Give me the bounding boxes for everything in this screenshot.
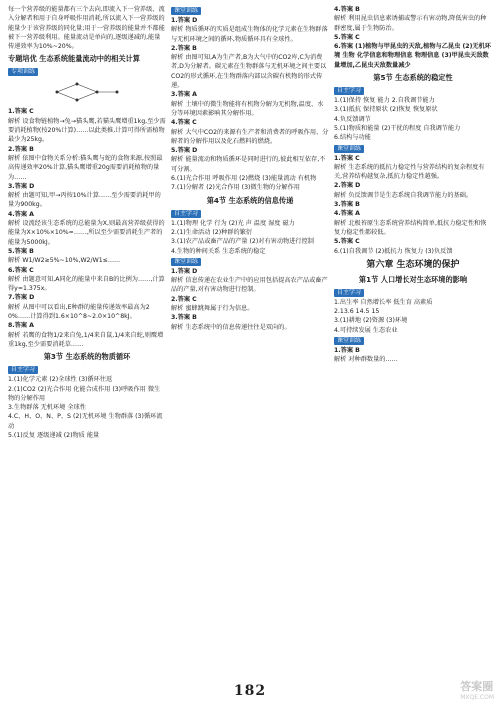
intro-paragraph: 每一个营养级的能量都有三个去向,即流入下一营养级、流入分解者和用于自身呼吸作用消耗,所以流入下一营养级的能量少于该营养级的同化量;用于一营养级的能量并不都能被下一营养级利用。能量流动是单向的,逐级递减的,能量传递效率为10%~20%。 xyxy=(8,6,165,51)
page-footer xyxy=(0,680,500,699)
answer-line: 解析 W1/W2≥5%~10%,W2/W1≤…… xyxy=(8,257,121,265)
section-tag: 课堂训练 xyxy=(334,145,364,153)
answer-line: 解析 负反馈调节是生态系统自我调节能力的基础。 xyxy=(334,191,473,199)
answer-line: 2.答案 C xyxy=(171,295,197,303)
answer-line: 4.答案 A xyxy=(8,210,34,218)
answer-line: 1.答案 B xyxy=(334,347,360,355)
answer-list-3c xyxy=(334,346,492,365)
answer-line: 解析 北极苔原生态系统营养结构简单,抵抗力稳定性和恢复力稳定性都较低。 xyxy=(334,219,487,236)
recall-list-3 xyxy=(334,96,492,142)
answer-line: 6.(1)光合作用 呼吸作用 (2)燃烧 (3)能量流动 有机物 xyxy=(171,175,317,183)
recall-list-1 xyxy=(8,375,166,440)
answer-line: 1.(1)物理 化学 行为 (2)光 声 温度 湿度 磁力 xyxy=(171,219,295,227)
answer-list-3 xyxy=(334,5,492,70)
column-2 xyxy=(171,5,329,681)
answer-line: 5.(1)反复 逐级递减 (2)物质 能量 xyxy=(8,431,100,439)
answer-line: 解析 由题意可知,A同化的能量中来自B的比例为……,计算得y=1.375x。 xyxy=(8,275,165,293)
answer-line: 1.答案 D xyxy=(171,17,198,24)
answer-line: 2.答案 B xyxy=(171,44,197,52)
answer-line: 5.答案 D xyxy=(171,147,198,155)
answer-line: 3.答案 B xyxy=(334,201,360,209)
answer-line: 解析 土壤中的微生物能将有机物分解为无机物,温度、水分等环境因素影响其分解作用。 xyxy=(171,100,324,117)
answer-line: 6.结构与功能 xyxy=(334,134,371,142)
section-tag: 自主学习 xyxy=(8,366,38,374)
answer-line: 解析 大气中CO2的来源有生产者和消费者的呼吸作用、分解者的分解作用以及化石燃料的燃烧。 xyxy=(171,128,329,145)
section-tag: 专项训练 xyxy=(8,68,38,76)
answer-line: 解析 若鹰的食物1/2来自兔,1/4来自鼠,1/4来自蛇,则鹰增重1kg,至少需要消耗草…… xyxy=(8,331,164,348)
answer-list-3b xyxy=(334,154,492,256)
section-heading: 第1节 人口增长对生态环境的影响 xyxy=(358,274,468,284)
answer-line: 4.负反馈调节 xyxy=(334,115,371,123)
food-web-diagram xyxy=(8,79,166,105)
watermark-logo xyxy=(460,678,494,701)
watermark-url: MXQE.COM xyxy=(460,694,494,701)
section-tag: 自主学习 xyxy=(334,289,364,297)
answer-line: 3.答案 A xyxy=(171,91,197,99)
answer-line: 解析 依图中食物关系分析:猫头鹰与蛇的食物来源,按照最高传递效率20%计算,猫头鹰增重20g需要消耗植物的量为…… xyxy=(8,154,163,181)
answer-line: 解析 设流经该生态系统的总能量为X,则最高营养级获得的能量为X×10%×10%=……,所以至少需要消耗生产者的能量为5000kJ。 xyxy=(8,220,165,246)
chapter-heading: 第六章 生态环境的保护 xyxy=(366,259,460,270)
answer-line: 8.答案 A xyxy=(8,322,34,330)
answer-line: 4.答案 A xyxy=(334,210,360,218)
answer-line: 3.生物群落 无机环境 全球性 xyxy=(8,404,86,412)
answer-line: 5.答案 B xyxy=(8,247,34,255)
answer-line: 解析 生态系统中的信息传递往往是双向的。 xyxy=(171,323,291,331)
answer-line: 解析 从图中可以看出,E种群的能量传递效率最高为20%……计算得到1.6×10^8~2.0×10^8kJ。 xyxy=(8,303,150,321)
section-tag: 自主学习 xyxy=(334,87,364,95)
answer-line: 解析 生态系统的抵抗力稳定性与营养结构的复杂程度有关,营养结构越复杂,抵抗力稳定性越强。 xyxy=(334,163,485,181)
column-3 xyxy=(334,5,492,681)
answer-line: 1.出生率 自然增长率 低生育 高素质 xyxy=(334,298,433,306)
page-number: 182 xyxy=(233,683,267,699)
answer-line: 4.生物的种间关系 生态系统的稳定 xyxy=(171,247,266,255)
answer-line: 解析 利用昆虫信息素诱捕或警示有害动物,降低害虫的种群密度,属于生物防治。 xyxy=(334,15,487,32)
answer-line: 5.(1)物质和能量 (2)干扰的程度 自我调节能力 xyxy=(334,124,461,132)
answer-line: 5.答案 C xyxy=(334,238,360,246)
section-tag: 自主学习 xyxy=(171,210,201,218)
columns xyxy=(8,5,492,681)
answer-line: 4.C、H、O、N、P、S (2)无机环境 生物群落 (3)循环流动 xyxy=(8,413,163,430)
answer-line: 4.答案 C xyxy=(171,119,197,127)
answer-line: 3.答案 D xyxy=(8,182,35,190)
answer-line: 2.(1)CO2 (2)光合作用 化能合成作用 (3)呼吸作用 微生物的分解作用 xyxy=(8,385,161,402)
answer-line: 4.答案 B xyxy=(334,6,360,13)
answer-line: 3.答案 B xyxy=(171,314,197,322)
section-heading: 第3节 生态系统的物质循环 xyxy=(43,352,131,362)
answer-line: 2.答案 B xyxy=(8,145,34,153)
answer-line: 解析 由题可知,甲→丙按10%计算……至少需要消耗甲的量为900kg。 xyxy=(8,192,161,209)
answer-line: 6.(1)自我调节 (2)抵抗力 恢复力 (3)负反馈 xyxy=(334,247,453,255)
answer-line: 6.答案 C xyxy=(8,266,34,274)
answer-line: 2.答案 D xyxy=(334,182,361,190)
answer-line: 解析 设食物链植物→兔→猫头鹰,若猫头鹰增重1kg,至少需要消耗植物(按20%计算)……以此类推,计算可得所需植物最少为25kg。 xyxy=(8,117,166,144)
answer-line: 3.(1)抵抗 保持原状 (2)恢复 恢复原状 xyxy=(334,106,438,114)
answer-line: 1.(1)保持 恢复 能力 2.自我调节能力 xyxy=(334,97,435,105)
section-heading: 第5节 生态系统的稳定性 xyxy=(373,73,453,83)
answer-line: 解析 物质循环的实质是组成生物体的化学元素在生物群落与无机环境之间的循环,物质循环具有全球性。 xyxy=(171,26,328,43)
answer-line: 5.答案 C xyxy=(334,33,360,41)
answer-line: 1.答案 C xyxy=(8,108,34,116)
recall-list-3b xyxy=(334,298,492,335)
recall-list-2 xyxy=(171,219,329,256)
answer-line: 解析 信息传递在农业生产中的应用包括提高农产品或畜产品的产量,对有害动物进行控制。 xyxy=(171,277,328,294)
topic-heading: 专题培优 生态系统能量流动中的相关计算 xyxy=(8,54,140,64)
answer-line: 1.答案 C xyxy=(334,154,360,162)
section-tag: 课堂训练 xyxy=(171,7,201,15)
answer-list-1 xyxy=(8,107,166,349)
section-tag: 课堂训练 xyxy=(334,337,364,345)
section-tag: 课堂训练 xyxy=(171,258,201,266)
answer-line: 3.(1)农产品或畜产品的产量 (2)对有害动物进行控制 xyxy=(171,238,314,246)
answer-line: 解析 蜜蜂跳舞属于行为信息。 xyxy=(171,305,254,313)
answer-line: 7.(1)分解者 (2)光合作用 (3)微生物的分解作用 xyxy=(171,184,300,192)
answer-list-2 xyxy=(171,16,329,193)
answer-line: 3.(1)耕地 (2)资源 (3)环境 xyxy=(334,317,408,325)
food-web-svg xyxy=(52,79,122,105)
answer-line: 1.答案 D xyxy=(171,267,198,275)
answer-list-2b xyxy=(171,267,329,332)
answer-line: 解析 由图可知,A为生产者,B为大气中的CO2库,C为消费者,D为分解者。碳元素在生物群落与无机环境之间主要以CO2的形式循环,在生物群落内部以含碳有机物的形式传递。 xyxy=(171,54,327,90)
answer-line: 7.答案 D xyxy=(8,294,35,302)
section-heading: 第4节 生态系统的信息传递 xyxy=(206,195,294,205)
answer-line: 6.答案 (1)植物与甲昆虫的天敌,植物与乙昆虫 (2)无机环境 生物 化学信息和物理信息 物理信息 (3)甲昆虫天敌数量增加,乙昆虫天敌数量减少 xyxy=(334,43,491,69)
answer-line: 1.(1)化学元素 (2)全球性 (3)循环往返 xyxy=(8,376,113,384)
answer-line: 2.(1)生命活动 (2)种群的繁衍 xyxy=(171,228,253,236)
watermark-text: 答案圈 xyxy=(460,680,494,693)
answer-line: 解析 对种群数量的…… xyxy=(334,356,398,364)
answer-line: 解析 能量流动和物质循环是同时进行的,彼此相互依存,不可分割。 xyxy=(171,156,326,173)
answer-line: 2.13.6 14.5 15 xyxy=(334,308,380,316)
column-1 xyxy=(8,5,166,681)
answer-line: 4.可持续发展 生态农业 xyxy=(334,326,398,334)
